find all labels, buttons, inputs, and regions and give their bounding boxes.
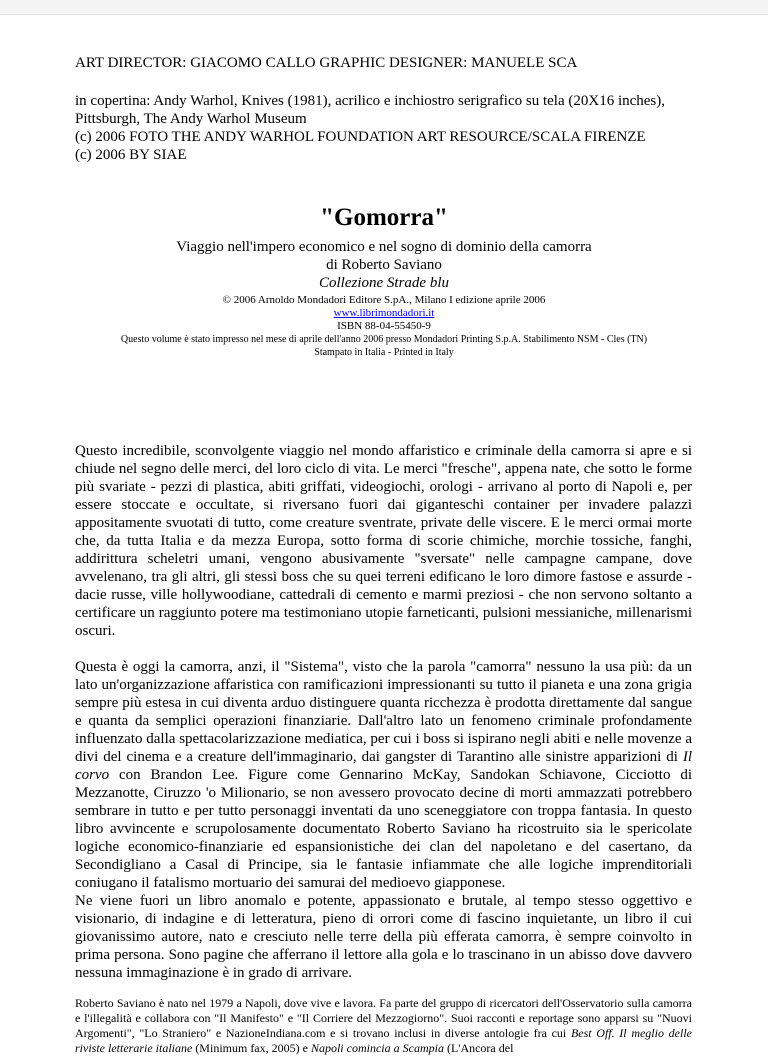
paragraph-1: Questo incredibile, sconvolgente viaggio nel mondo affaristico e criminale della camorra si apre e si chiude nel segno delle merci, del loro ciclo di vita. Le merci "fresche", appena nate, che sotto le forme più svariate - pezzi di plastica, abiti griffati, videogiochi, orologi - arrivano al porto di Napoli e, per essere stoccate e occultate, si riversano fuori dai giganteschi container per invadere palazzi appositamente svuotati di tutto, come creature sventrate, private delle viscere. E le merci ormai morte che, da tutta Italia e da mezza Europa, sotto forma di scorie chimiche, morchie tossiche, fanghi, addirittura scheletri umani, vengono abusivamente "sversate" nelle campagne campane, dove avvelenano, tra gli altri, gli stessi boss che su quei terreni edificano le loro dimore fastose e assurde - dacie russe, ville hollywoodiane, cattedrali di cemento e marmi preziosi - che non servono soltanto a certificare un raggiunto potere ma testimoniano utopie farneticanti, pulsioni messianiche, millenarismi oscuri.	[75, 443, 692, 639]
photo-credit-line: (c) 2006 FOTO THE ANDY WARHOL FOUNDATION ART RESOURCE/SCALA FIRENZE	[75, 129, 646, 145]
siae-credit-line: (c) 2006 BY SIAE	[75, 147, 187, 163]
bio-part-b: (Minimum fax, 2005) e	[192, 1041, 311, 1055]
book-header	[0, 202, 768, 359]
book-subtitle: Viaggio nell'impero economico e nel sogno di dominio della camorra	[176, 239, 592, 255]
book-author: di Roberto Saviano	[326, 257, 442, 273]
printing-line: Questo volume è stato impresso nel mese di aprile dell'anno 2006 presso Mondadori Printing S.p.A. Stabilimento NSM - Cles (TN)	[120, 334, 648, 345]
top-bar	[0, 0, 768, 15]
art-director-line: ART DIRECTOR: GIACOMO CALLO GRAPHIC DESIGNER: MANUELE SCA	[75, 55, 578, 71]
bio-anthology-title: Best Off. Il meglio delle riviste letterarie italiane	[75, 1026, 692, 1055]
paragraph-3: Ne viene fuori un libro anomalo e potente, appassionato e brutale, al tempo stesso oggettivo e visionario, di indagine e di letteratura, pieno di orrori come di fascino inquietante, un libro il cui giovanissimo autore, nato e cresciuto nelle terre della più efferata camorra, è sempre coinvolto in prima persona. Sono pagine che afferrano il lettore alla gola e lo trascinano in un abisso dove davvero nessuna immaginazione è in grado di arrivare.	[75, 893, 692, 981]
paragraph-2-part-b: con Brandon Lee. Figure come Gennarino McKay, Sandokan Schiavone, Cicciotto di Mezzanotte, Ciruzzo 'o Milionario, se non avessero provocato decine di morti ammazzati potrebbero sembrare in tutto e per tutto personaggi inventati da uno sceneggiatore con troppa fantasia. In questo libro avvincente e scrupolosamente documentato Roberto Saviano ha ricostruito sia le spericolate logiche economico-finanziarie ed espansionistiche dei clan del napoletano e del casertano, da Secondigliano a Casal di Principe, sia le fantasie infiammate che alle logiche imprenditoriali coniugano il fatalismo mortuario dei samurai del medioevo giapponese.	[75, 767, 692, 891]
book-collection: Collezione Strade blu	[319, 275, 449, 291]
bio-part-c: (L'Ancora del	[443, 1041, 514, 1055]
film-title: Il corvo	[75, 749, 692, 783]
bio-anthology-title-2: Napoli comincia a Scampia	[310, 1041, 444, 1055]
paragraph-2-part-a: Questa è oggi la camorra, anzi, il "Sistema", visto che la parola "camorra" nessuno la usa più: da un lato un'organizzazione affaristica con ramificazioni impressionanti su tutto il pianeta e una zona grigia sempre più estesa in cui diventa arduo distinguere quanta ricchezza è prodotta direttamente dal sangue e quanta da semplici operazioni finanziarie. Dall'altro lato un fenomeno criminale profondamente influenzato dalla spettacolarizzazione mediatica, per cui i boss si ispirano negli abiti e nelle movenze a divi del cinema e a creature dell'immaginario, dai gangster di Tarantino alle sinistre apparizioni di	[75, 659, 692, 765]
bio-part-a: Roberto Saviano è nato nel 1979 a Napoli, dove vive e lavora. Fa parte del gruppo di ricercatori dell'Osservatorio sulla camorra e l'illegalità e collabora con "Il Manifesto" e "Il Corriere del Mezzogiorno". Suoi racconti e reportage sono apparsi su "Nuovi Argomenti", "Lo Straniero" e NazioneIndiana.com e si trovano inclusi in diverse antologie fra cui	[75, 996, 692, 1040]
copyright-line: © 2006 Arnoldo Mondadori Editore S.pA., Milano I edizione aprile 2006	[222, 294, 546, 306]
printed-in-line: Stampato in Italia - Printed in Italy	[314, 347, 454, 358]
credits-block	[75, 54, 705, 164]
author-bio	[75, 996, 692, 1056]
cover-credit-line: in copertina: Andy Warhol, Knives (1981), acrilico e inchiostro serigrafico su tela (20X16 inches), Pittsburgh, The Andy Warhol Museum	[75, 93, 666, 127]
website-link[interactable]: www.librimondadori.it	[333, 307, 435, 319]
body-text	[75, 442, 692, 1056]
book-title: "Gomorra"	[320, 204, 448, 231]
isbn-line: ISBN 88-04-55450-9	[337, 320, 431, 332]
paragraph-2	[75, 658, 692, 892]
